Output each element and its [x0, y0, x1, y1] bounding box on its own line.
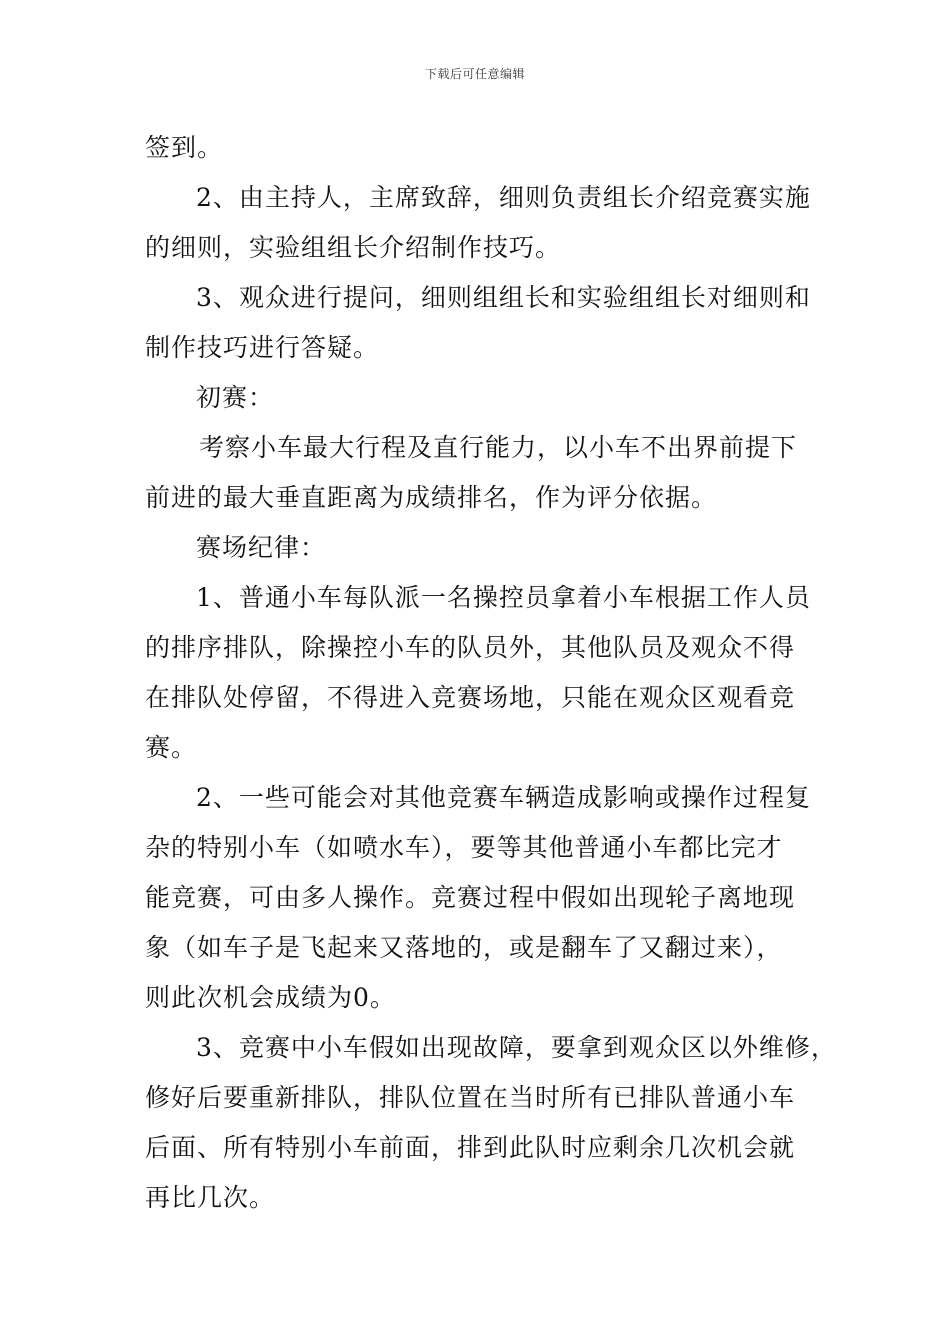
paragraph-line: 前进的最大垂直距离为成绩排名，作为评分依据。	[145, 483, 718, 512]
paragraph-line: 3、竞赛中小车假如出现故障，要拿到观众区以外维修，	[196, 1033, 837, 1062]
paragraph-line: 3、观众进行提问，细则组组长和实验组组长对细则和	[196, 283, 811, 312]
paragraph-line: 再比几次。	[145, 1183, 276, 1212]
section-heading: 初赛：	[196, 383, 275, 412]
page-header: 下载后可任意编辑	[424, 67, 525, 81]
paragraph-line: 2、由主持人，主席致辞，细则负责组长介绍竞赛实施	[196, 183, 811, 212]
paragraph-line: 考察小车最大行程及直行能力，以小车不出界前提下	[199, 433, 798, 462]
paragraph-line: 则此次机会成绩为0。	[145, 983, 396, 1012]
paragraph-line: 杂的特别小车（如喷水车），要等其他普通小车都比完才	[145, 833, 783, 862]
paragraph-line: 的细则，实验组组长介绍制作技巧。	[145, 233, 562, 262]
paragraph-line: 后面、所有特别小车前面，排到此队时应剩余几次机会就	[145, 1133, 796, 1162]
paragraph-line: 1、普通小车每队派一名操控员拿着小车根据工作人员	[196, 583, 811, 612]
paragraph-line: 的排序排队，除操控小车的队员外，其他队员及观众不得	[145, 633, 796, 662]
paragraph-line: 能竞赛，可由多人操作。竞赛过程中假如出现轮子离地现	[145, 883, 796, 912]
paragraph-line: 赛。	[145, 733, 198, 762]
paragraph-line: 象（如车子是飞起来又落地的，或是翻车了又翻过来），	[145, 933, 783, 962]
paragraph-line: 修好后要重新排队，排队位置在当时所有已排队普通小车	[145, 1083, 796, 1112]
paragraph-line: 在排队处停留，不得进入竞赛场地，只能在观众区观看竞	[145, 683, 796, 712]
paragraph-line: 制作技巧进行答疑。	[145, 333, 380, 362]
paragraph-line: 签到。	[145, 133, 224, 162]
paragraph-line: 2、一些可能会对其他竞赛车辆造成影响或操作过程复	[196, 783, 811, 812]
section-heading: 赛场纪律：	[196, 533, 327, 562]
